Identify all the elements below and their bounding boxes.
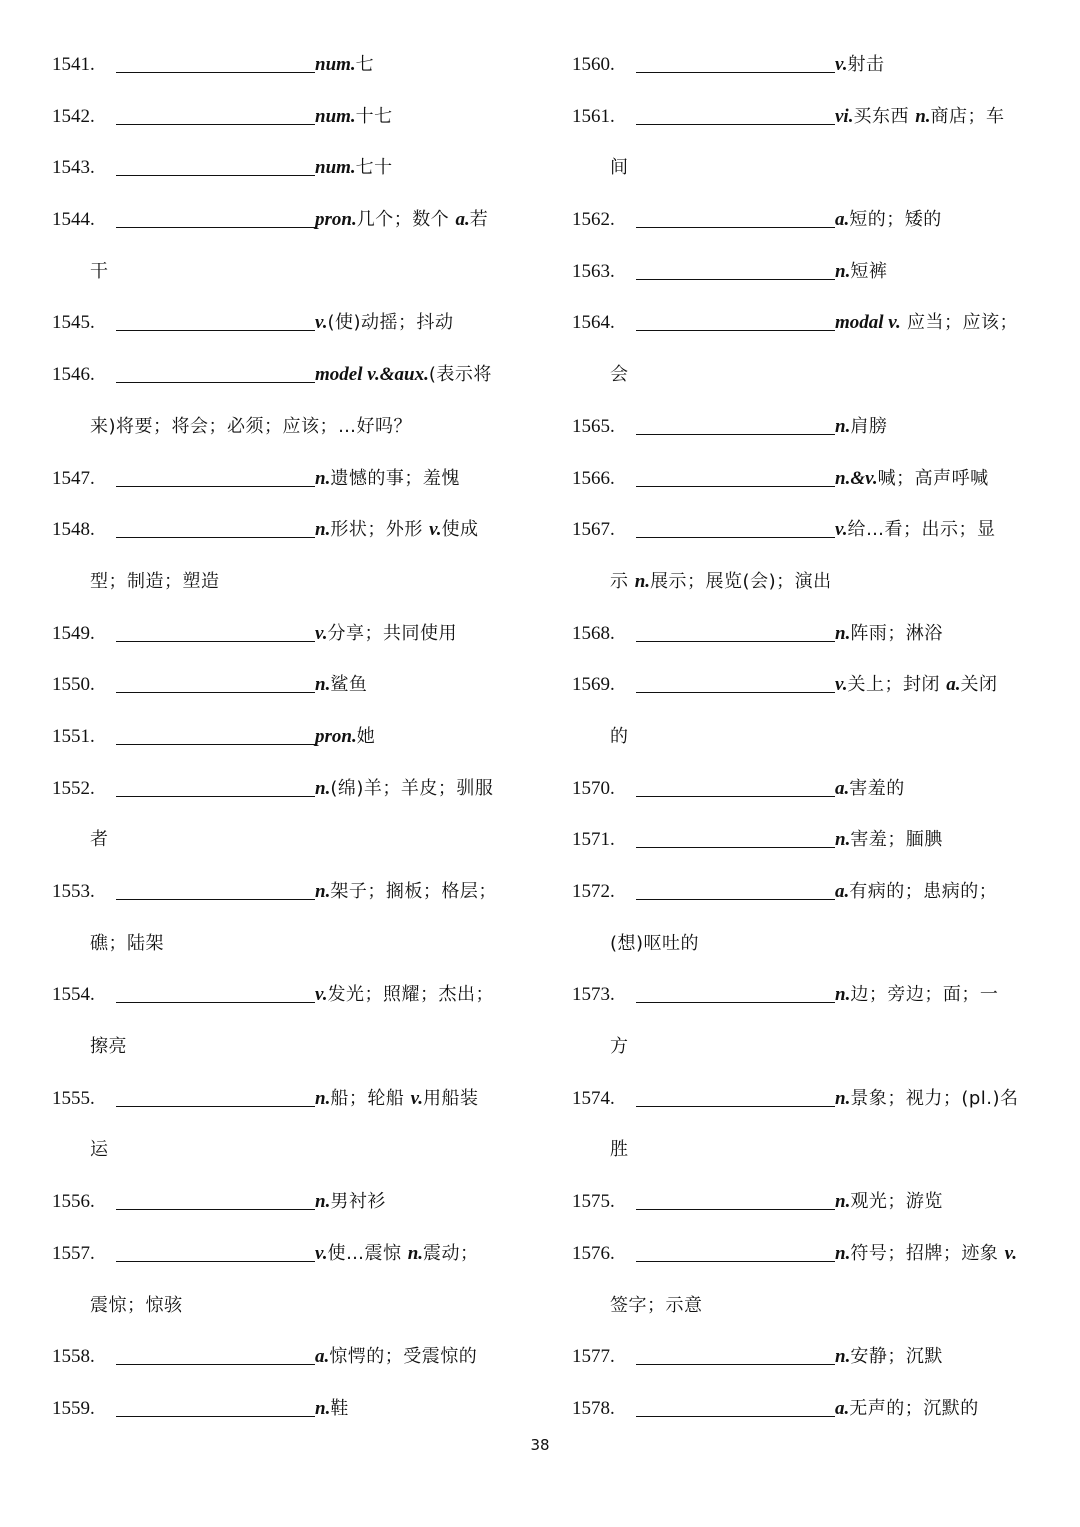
entry-number: 1549. — [52, 622, 95, 644]
definition-text: 分享；共同使用 — [327, 622, 457, 644]
entry-number: 1541. — [52, 54, 95, 75]
definition-text: 七 — [355, 54, 375, 75]
definition-text: 无声的；沉默的 — [849, 1397, 979, 1419]
vocab-entry — [52, 91, 512, 143]
definition-text: 震惊；惊骇 — [90, 1294, 183, 1316]
vocab-entry — [52, 1228, 512, 1280]
vocab-entry-continuation — [572, 918, 1034, 970]
vocab-entry — [572, 1331, 1034, 1383]
part-of-speech: n. — [315, 881, 331, 902]
vocab-entry — [572, 246, 1034, 298]
answer-blank[interactable] — [116, 362, 315, 383]
entry-number: 1542. — [52, 105, 95, 127]
definition-text: 买东西 — [853, 105, 916, 127]
entry-number: 1567. — [572, 519, 615, 541]
definition-text: 害羞的 — [849, 777, 905, 799]
part-of-speech: pron. — [315, 209, 357, 231]
entry-number: 1570. — [572, 777, 615, 799]
entry-number: 1560. — [572, 54, 615, 75]
vocab-entry — [572, 866, 1034, 918]
part-of-speech: model v.&aux. — [315, 364, 429, 386]
entry-number: 1563. — [572, 260, 615, 282]
definition-text: 若 — [469, 209, 489, 231]
part-of-speech: v. — [315, 312, 328, 334]
vocab-entry — [52, 194, 512, 246]
part-of-speech: n. — [835, 622, 851, 644]
vocab-entry-continuation — [52, 401, 512, 453]
part-of-speech: n. — [835, 415, 851, 437]
part-of-speech: a. — [835, 881, 850, 902]
vocab-entry — [52, 711, 512, 763]
vocab-entry — [52, 1073, 512, 1125]
definition-text: 船；轮船 — [330, 1087, 411, 1109]
answer-blank[interactable] — [116, 466, 315, 487]
vocab-entry — [52, 39, 512, 91]
vocab-entry — [52, 504, 512, 556]
entry-number: 1566. — [572, 467, 615, 489]
answer-blank[interactable] — [636, 1396, 835, 1417]
definition-text: 的 — [610, 725, 629, 747]
part-of-speech: a. — [835, 209, 850, 231]
vocab-entry-continuation — [572, 1280, 1034, 1332]
vocab-entry — [572, 91, 1034, 143]
part-of-speech: v. — [835, 519, 848, 541]
entry-number: 1554. — [52, 984, 95, 1006]
entry-number: 1572. — [572, 881, 615, 902]
vocab-entry — [572, 969, 1034, 1021]
definition-text: 观光；游览 — [850, 1191, 943, 1213]
definition-text: 会 — [610, 364, 629, 386]
answer-blank[interactable] — [636, 414, 835, 435]
definition-text: 短裤 — [850, 260, 888, 282]
definition-text: 遗憾的事；羞愧 — [330, 467, 460, 489]
entry-number: 1557. — [52, 1242, 95, 1264]
vocab-entry-continuation — [52, 814, 512, 866]
answer-blank[interactable] — [636, 207, 835, 228]
definition-text: 间 — [610, 157, 629, 179]
entry-number: 1546. — [52, 364, 95, 386]
definition-text: 者 — [90, 829, 109, 851]
part-of-speech: v. — [315, 622, 328, 644]
entry-number: 1559. — [52, 1397, 95, 1419]
vocab-entry-continuation — [52, 1280, 512, 1332]
definition-text: 惊愕的；受震惊的 — [329, 1346, 478, 1368]
entry-number: 1571. — [572, 829, 615, 851]
answer-blank[interactable] — [116, 517, 315, 538]
entry-number: 1544. — [52, 209, 95, 231]
answer-blank[interactable] — [116, 104, 315, 125]
vocab-entry-continuation — [572, 711, 1034, 763]
definition-text: 边；旁边；面；一 — [850, 984, 999, 1006]
part-of-speech: n. — [835, 1087, 851, 1109]
answer-blank[interactable] — [636, 52, 835, 73]
part-of-speech: n. — [915, 105, 931, 127]
entry-number: 1578. — [572, 1397, 615, 1419]
entry-number: 1556. — [52, 1191, 95, 1213]
answer-blank[interactable] — [116, 1344, 315, 1365]
entry-number: 1553. — [52, 881, 95, 902]
answer-blank[interactable] — [636, 310, 835, 331]
entry-number: 1574. — [572, 1087, 615, 1109]
answer-blank[interactable] — [116, 1189, 315, 1210]
left-column — [52, 39, 512, 1435]
entry-number: 1569. — [572, 674, 615, 696]
definition-text: 震动； — [423, 1242, 479, 1264]
part-of-speech: a. — [835, 777, 850, 799]
definition-text: 形状；外形 — [330, 519, 430, 541]
definition-text: 符号；招牌；迹象 — [850, 1242, 1005, 1264]
vocab-entry-continuation — [572, 349, 1034, 401]
part-of-speech: n. — [634, 570, 651, 592]
vocab-entry — [572, 1073, 1034, 1125]
part-of-speech: v. — [410, 1087, 424, 1109]
part-of-speech: n. — [835, 829, 851, 851]
answer-blank[interactable] — [116, 982, 315, 1003]
definition-text: 型；制造；塑造 — [90, 570, 220, 592]
definition-text: 来)将要；将会；必须；应该；…好吗？ — [90, 415, 413, 437]
vocab-entry — [52, 297, 512, 349]
definition-text: 示 — [610, 570, 635, 592]
answer-blank[interactable] — [116, 310, 315, 331]
part-of-speech: n. — [315, 519, 331, 541]
answer-blank[interactable] — [116, 724, 315, 745]
part-of-speech: n. — [835, 1346, 851, 1368]
answer-blank[interactable] — [116, 1086, 315, 1107]
vocab-entry — [572, 659, 1034, 711]
page-number: 38 — [530, 1436, 550, 1454]
definition-text: 七十 — [355, 157, 393, 179]
answer-blank[interactable] — [636, 104, 835, 125]
definition-text: 射击 — [847, 54, 885, 75]
definition-text: 胜 — [610, 1139, 629, 1161]
definition-text: 商店；车 — [930, 105, 1005, 127]
vocab-entry — [52, 866, 512, 918]
part-of-speech: pron. — [315, 725, 357, 747]
part-of-speech: n. — [315, 1087, 331, 1109]
definition-text: 礁；陆架 — [90, 932, 164, 954]
definition-text: 签字；示意 — [610, 1294, 703, 1316]
definition-text: 展示；展览(会)；演出 — [650, 570, 832, 592]
entry-number: 1565. — [572, 415, 615, 437]
answer-blank[interactable] — [636, 776, 835, 797]
part-of-speech: n. — [315, 674, 331, 696]
vocab-entry — [572, 297, 1034, 349]
definition-text: 几个；数个 — [356, 209, 456, 231]
entry-number: 1575. — [572, 1191, 615, 1213]
answer-blank[interactable] — [636, 982, 835, 1003]
part-of-speech: v. — [835, 674, 848, 696]
vocab-entry-continuation — [572, 142, 1034, 194]
part-of-speech: v. — [429, 519, 442, 541]
entry-number: 1548. — [52, 519, 95, 541]
part-of-speech: v. — [315, 984, 328, 1006]
definition-text: 使成 — [441, 519, 479, 541]
definition-text: 干 — [90, 260, 109, 282]
vocab-entry — [572, 608, 1034, 660]
vocab-entry — [52, 453, 512, 505]
definition-text: 给…看；出示；显 — [847, 519, 996, 541]
answer-blank[interactable] — [116, 621, 315, 642]
vocab-entry-continuation — [52, 918, 512, 970]
vocab-entry — [572, 1228, 1034, 1280]
definition-text: 她 — [356, 725, 376, 747]
definition-text: 鞋 — [330, 1397, 349, 1419]
entry-number: 1577. — [572, 1346, 615, 1368]
vocab-entry — [52, 608, 512, 660]
answer-blank[interactable] — [116, 155, 315, 176]
entry-number: 1576. — [572, 1242, 615, 1264]
definition-text: (想)呕吐的 — [610, 932, 700, 954]
definition-text: 安静；沉默 — [850, 1346, 943, 1368]
entry-number: 1555. — [52, 1087, 95, 1109]
vocab-entry-continuation — [52, 246, 512, 298]
definition-text: 方 — [610, 1036, 629, 1058]
entry-number: 1573. — [572, 984, 615, 1006]
part-of-speech: n. — [835, 260, 851, 282]
part-of-speech: v. — [835, 54, 848, 75]
definition-text: 擦亮 — [90, 1036, 127, 1058]
answer-blank[interactable] — [116, 52, 315, 73]
vocab-entry-continuation — [572, 1124, 1034, 1176]
vocab-entry — [572, 39, 1034, 91]
definition-text: 害羞；腼腆 — [850, 829, 943, 851]
part-of-speech: num. — [315, 54, 356, 75]
answer-blank[interactable] — [636, 621, 835, 642]
definition-text: 阵雨；淋浴 — [850, 622, 943, 644]
vocab-entry — [572, 194, 1034, 246]
vocab-entry — [52, 659, 512, 711]
definition-text: (表示将 — [428, 364, 492, 386]
part-of-speech: vi. — [835, 105, 854, 127]
definition-text: 发光；照耀；杰出； — [327, 984, 494, 1006]
answer-blank[interactable] — [116, 879, 315, 900]
vocab-entry — [52, 763, 512, 815]
vocab-entry — [572, 504, 1034, 556]
entry-number: 1561. — [572, 105, 615, 127]
part-of-speech: n. — [835, 984, 851, 1006]
entry-number: 1545. — [52, 312, 95, 334]
part-of-speech: n. — [407, 1242, 424, 1264]
definition-text: 运 — [90, 1139, 109, 1161]
definition-text: 有病的；患病的； — [849, 881, 998, 902]
part-of-speech: n. — [315, 777, 331, 799]
entry-number: 1562. — [572, 209, 615, 231]
definition-text: 鲨鱼 — [330, 674, 368, 696]
vocab-entry — [52, 349, 512, 401]
vocab-entry-continuation — [572, 1021, 1034, 1073]
answer-blank[interactable] — [116, 672, 315, 693]
answer-blank[interactable] — [636, 466, 835, 487]
answer-blank[interactable] — [636, 827, 835, 848]
vocab-entry — [52, 142, 512, 194]
answer-blank[interactable] — [636, 1086, 835, 1107]
right-column — [572, 39, 1034, 1435]
part-of-speech: n. — [835, 1191, 851, 1213]
definition-text: 十七 — [355, 105, 393, 127]
entry-number: 1543. — [52, 157, 95, 179]
part-of-speech: n. — [315, 467, 331, 489]
answer-blank[interactable] — [636, 1189, 835, 1210]
part-of-speech: a. — [946, 674, 961, 696]
answer-blank[interactable] — [636, 879, 835, 900]
entry-number: 1568. — [572, 622, 615, 644]
vocab-entry — [52, 969, 512, 1021]
answer-blank[interactable] — [636, 672, 835, 693]
entry-number: 1564. — [572, 312, 615, 334]
vocab-entry — [572, 453, 1034, 505]
entry-number: 1547. — [52, 467, 95, 489]
answer-blank[interactable] — [116, 207, 315, 228]
definition-text: 应当；应该； — [900, 312, 1019, 334]
vocab-entry — [572, 763, 1034, 815]
definition-text: 短的；矮的 — [849, 209, 942, 231]
part-of-speech: num. — [315, 157, 356, 179]
vocab-entry — [572, 1176, 1034, 1228]
definition-text: 肩膀 — [850, 415, 888, 437]
definition-text: 架子；搁板；格层； — [330, 881, 497, 902]
part-of-speech: n.&v. — [835, 467, 878, 489]
entry-number: 1551. — [52, 725, 95, 747]
part-of-speech: num. — [315, 105, 356, 127]
part-of-speech: a. — [315, 1346, 330, 1368]
entry-number: 1552. — [52, 777, 95, 799]
definition-text: 男衬衫 — [330, 1191, 386, 1213]
definition-text: 关上；封闭 — [847, 674, 947, 696]
part-of-speech: v. — [315, 1242, 328, 1264]
definition-text: 使…震惊 — [327, 1242, 408, 1264]
vocab-entry — [572, 401, 1034, 453]
answer-blank[interactable] — [116, 1241, 315, 1262]
answer-blank[interactable] — [636, 1344, 835, 1365]
part-of-speech: n. — [835, 1242, 851, 1264]
vocab-entry-continuation — [52, 1124, 512, 1176]
definition-text: 喊；高声呼喊 — [877, 467, 989, 489]
part-of-speech: modal v. — [835, 312, 901, 334]
vocab-entry-continuation — [52, 1021, 512, 1073]
entry-number: 1558. — [52, 1346, 95, 1368]
vocab-entry — [52, 1383, 512, 1435]
definition-text: 景象；视力；(pl.)名 — [850, 1087, 1019, 1109]
answer-blank[interactable] — [636, 517, 835, 538]
definition-text: 关闭 — [960, 674, 998, 696]
vocab-entry — [572, 814, 1034, 866]
part-of-speech: a. — [835, 1397, 850, 1419]
part-of-speech: n. — [315, 1397, 331, 1419]
part-of-speech: a. — [455, 209, 470, 231]
vocab-entry — [572, 1383, 1034, 1435]
definition-text: (使)动摇；抖动 — [327, 312, 454, 334]
answer-blank[interactable] — [636, 1241, 835, 1262]
answer-blank[interactable] — [116, 776, 315, 797]
vocab-entry-continuation — [572, 556, 1034, 608]
part-of-speech: n. — [315, 1191, 331, 1213]
vocab-entry — [52, 1176, 512, 1228]
entry-number: 1550. — [52, 674, 95, 696]
vocab-entry-continuation — [52, 556, 512, 608]
definition-text: 用船装 — [423, 1087, 479, 1109]
definition-text: (绵)羊；羊皮；驯服 — [330, 777, 494, 799]
vocab-entry — [52, 1331, 512, 1383]
part-of-speech: v. — [1004, 1242, 1018, 1264]
answer-blank[interactable] — [636, 259, 835, 280]
answer-blank[interactable] — [116, 1396, 315, 1417]
